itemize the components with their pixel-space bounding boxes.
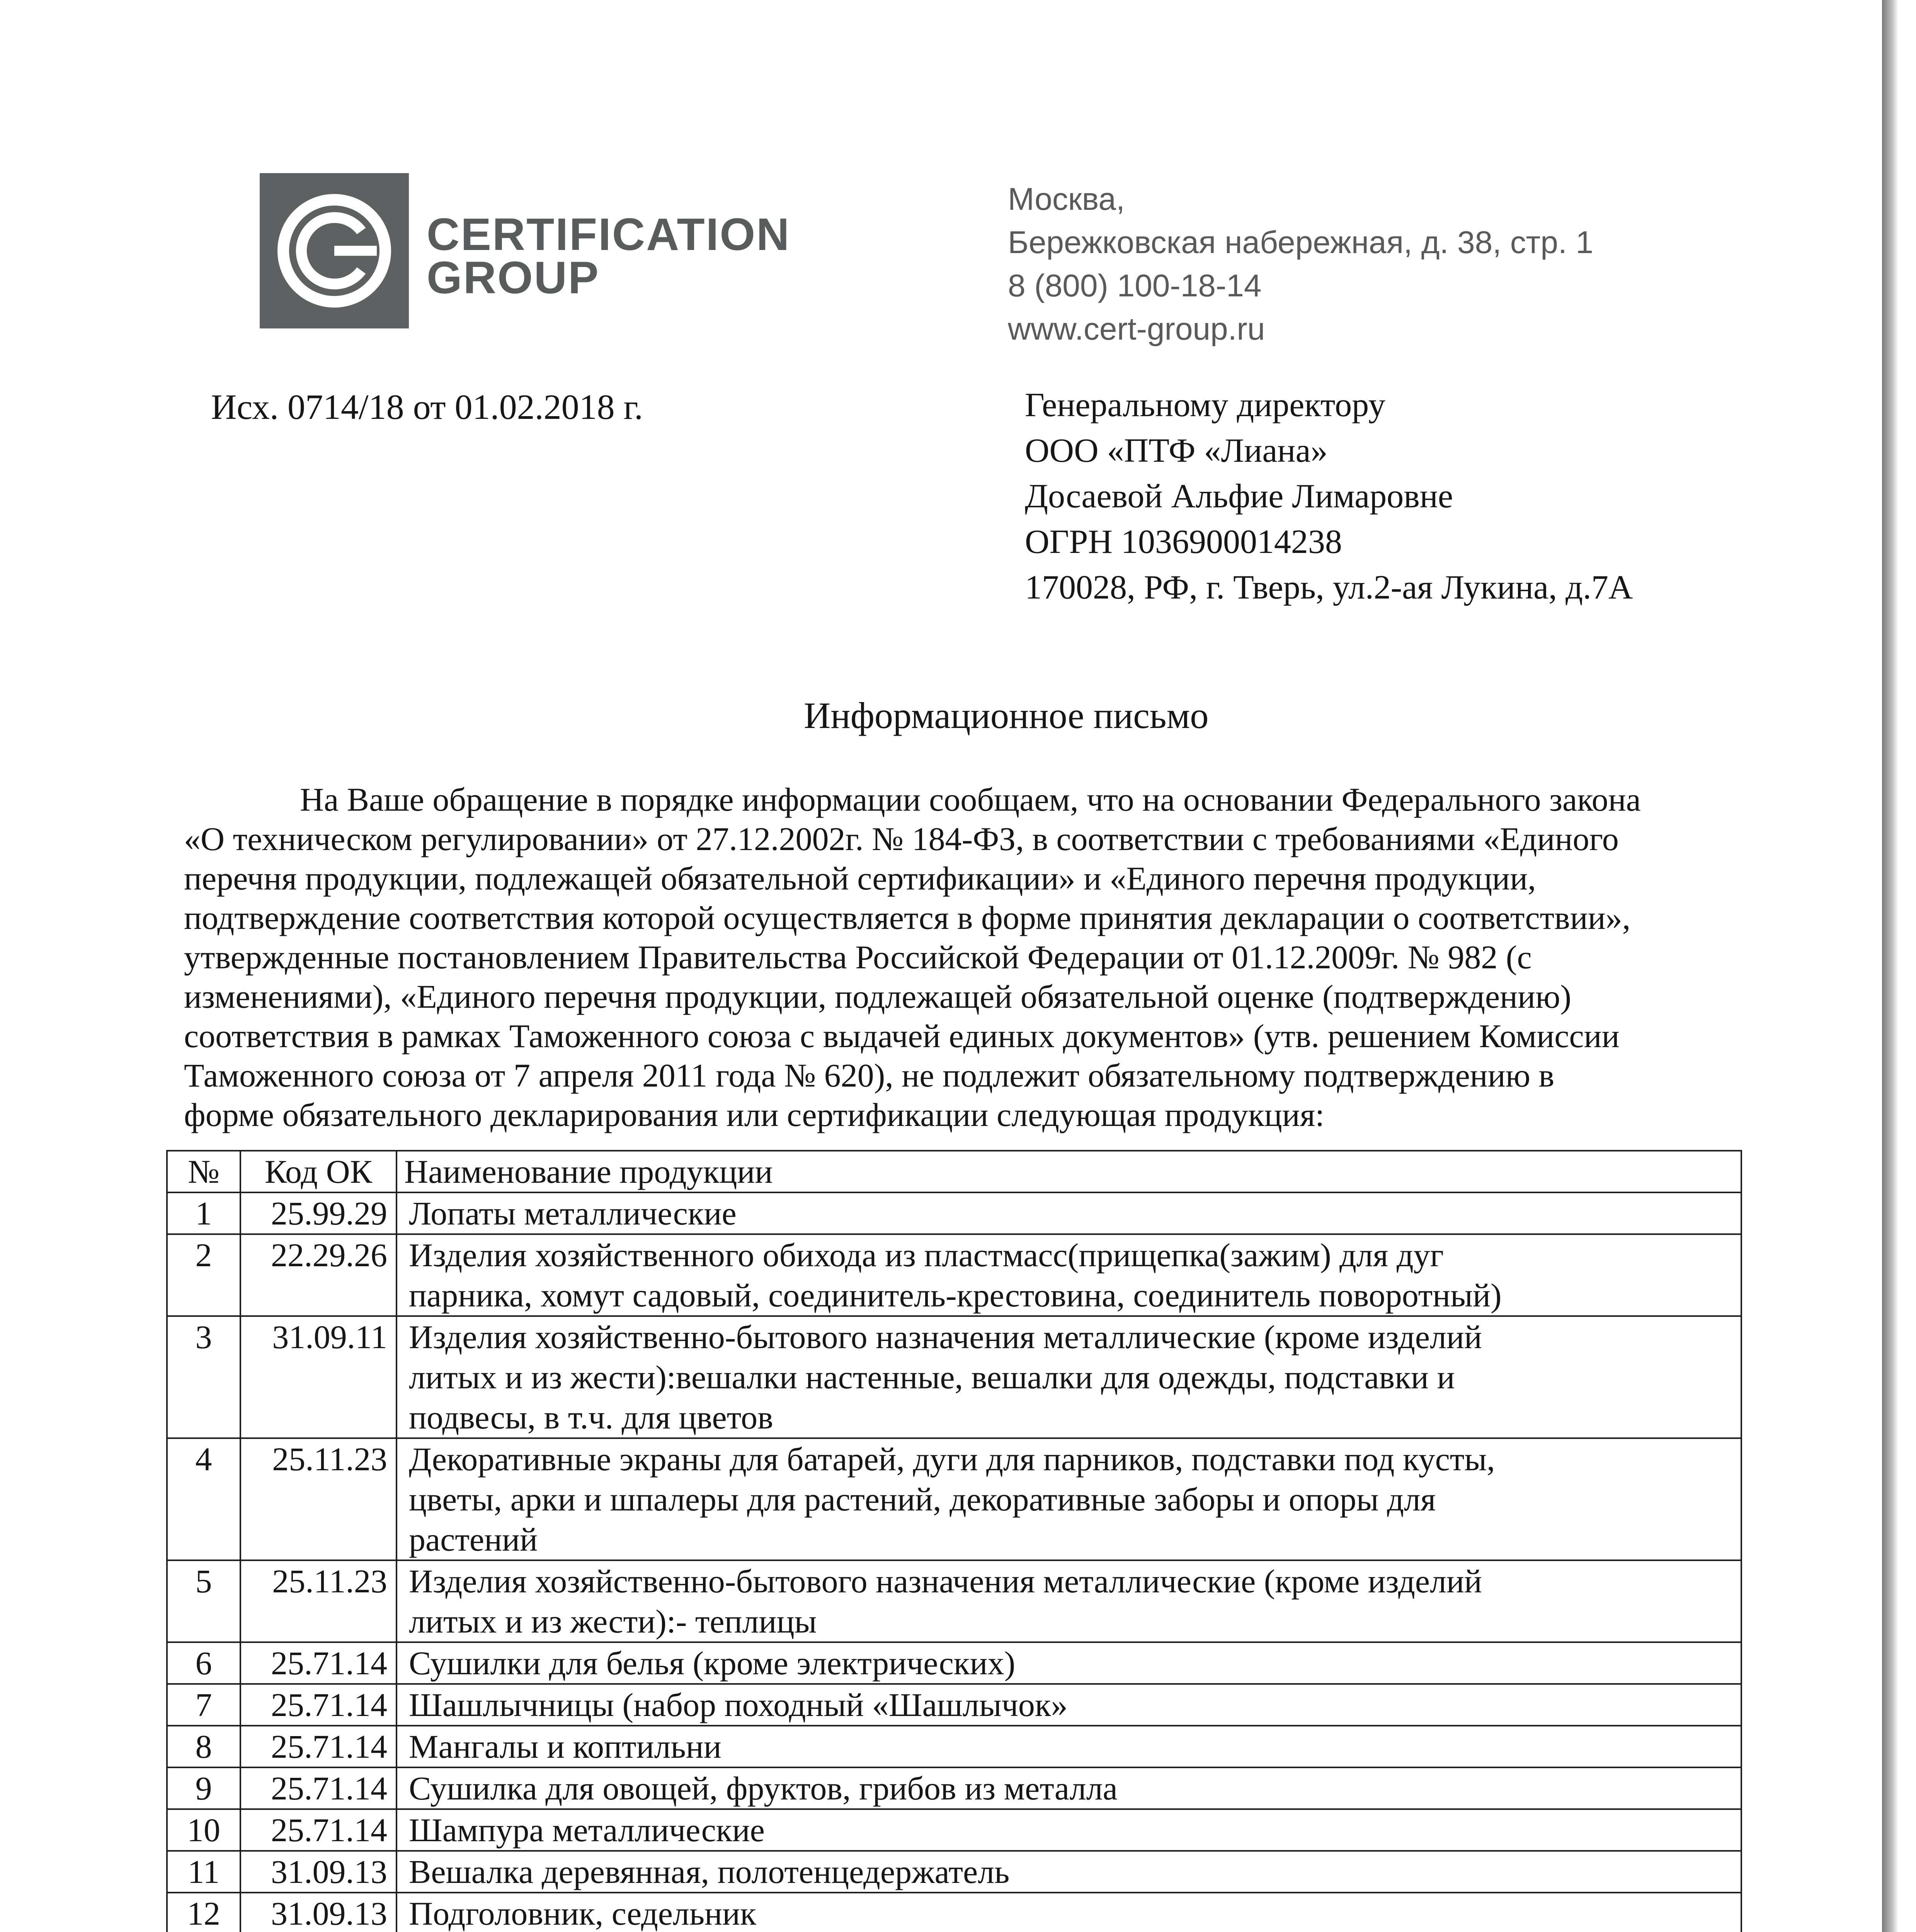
row-number: 6 <box>167 1642 240 1684</box>
row-number: 12 <box>167 1893 240 1932</box>
product-name-line: Изделия хозяйственно-бытового назначения металлические (кроме изделий <box>409 1318 1482 1355</box>
row-product-name <box>396 1438 1741 1560</box>
header-code: Код ОК <box>240 1151 396 1192</box>
product-name-line: цветы, арки и шпалеры для растений, декоративные заборы и опоры для <box>409 1481 1436 1518</box>
row-product-name <box>396 1560 1741 1642</box>
product-name-line: Сушилки для белья (кроме электрических) <box>409 1645 1016 1682</box>
row-product-name <box>396 1192 1741 1234</box>
product-name-line: Декоративные экраны для батарей, дуги для парников, подставки под кусты, <box>409 1440 1495 1478</box>
row-product-name <box>396 1316 1741 1438</box>
product-name-line: Шашлычницы (набор походный «Шашлычок» <box>409 1686 1068 1723</box>
table-row <box>167 1851 1741 1893</box>
outgoing-reference: Исх. 0714/18 от 01.02.2018 г. <box>211 387 643 427</box>
body-line: подтверждение соответствия которой осуществляется в форме принятия декларации о соответствии», <box>184 899 1631 936</box>
row-code: 31.09.11 <box>240 1316 396 1438</box>
row-code: 25.71.14 <box>240 1642 396 1684</box>
contact-phone: 8 (800) 100-18-14 <box>1008 268 1262 303</box>
header-name: Наименование продукции <box>396 1151 1741 1192</box>
products-table <box>166 1150 1742 1932</box>
row-code: 25.71.14 <box>240 1767 396 1809</box>
product-name-line: Лопаты металлические <box>409 1195 737 1232</box>
row-code: 25.71.14 <box>240 1809 396 1851</box>
letter-body <box>184 780 1727 1134</box>
addressee-line: Генеральному директору <box>1025 386 1386 424</box>
body-line: форме обязательного декларирования или сертификации следующая продукция: <box>184 1096 1325 1133</box>
document-title: Информационное письмо <box>804 695 1209 736</box>
logo-word-certification: CERTIFICATION <box>427 209 791 260</box>
product-name-line: подвесы, в т.ч. для цветов <box>409 1399 773 1436</box>
product-name-line: растений <box>409 1521 538 1558</box>
product-name-line: Вешалка деревянная, полотенцедержатель <box>409 1853 1010 1890</box>
row-number: 2 <box>167 1234 240 1316</box>
table-row <box>167 1893 1741 1932</box>
contact-city: Москва, <box>1008 182 1125 217</box>
table-header-row <box>167 1151 1741 1192</box>
row-code: 25.71.14 <box>240 1684 396 1726</box>
row-number: 3 <box>167 1316 240 1438</box>
body-line: изменениями), «Единого перечня продукции, подлежащей обязательной оценке (подтверждению) <box>184 978 1571 1015</box>
product-name-line: Сушилка для овощей, фруктов, грибов из металла <box>409 1770 1118 1807</box>
product-name-line: Подголовник, седельник <box>409 1895 756 1932</box>
scan-edge <box>1882 0 1897 1932</box>
product-name-line: Мангалы и коптильни <box>409 1728 721 1765</box>
addressee-block <box>1025 383 1633 611</box>
company-contacts <box>1008 178 1593 351</box>
addressee-line: ОГРН 1036900014238 <box>1025 523 1342 561</box>
row-product-name <box>396 1234 1741 1316</box>
row-product-name <box>396 1809 1741 1851</box>
row-number: 8 <box>167 1726 240 1767</box>
row-product-name <box>396 1893 1741 1932</box>
contact-website: www.cert-group.ru <box>1008 311 1265 347</box>
row-number: 9 <box>167 1767 240 1809</box>
row-code: 31.09.13 <box>240 1851 396 1893</box>
product-name-line: Изделия хозяйственно-бытового назначения металлические (кроме изделий <box>409 1563 1482 1600</box>
row-code: 25.99.29 <box>240 1192 396 1234</box>
row-product-name <box>396 1726 1741 1767</box>
table-row <box>167 1560 1741 1642</box>
row-code: 25.71.14 <box>240 1726 396 1767</box>
body-line: На Ваше обращение в порядке информации сообщаем, что на основании Федерального закона <box>300 781 1641 818</box>
logo-word-group: GROUP <box>427 252 600 303</box>
row-number: 11 <box>167 1851 240 1893</box>
row-number: 7 <box>167 1684 240 1726</box>
addressee-line: 170028, РФ, г. Тверь, ул.2-ая Лукина, д.7А <box>1025 569 1633 606</box>
row-number: 10 <box>167 1809 240 1851</box>
table-row <box>167 1642 1741 1684</box>
body-line: соответствия в рамках Таможенного союза с выдачей единых документов» (утв. решением Комиссии <box>184 1017 1620 1054</box>
row-product-name <box>396 1642 1741 1684</box>
table-row <box>167 1726 1741 1767</box>
product-name-line: парника, хомут садовый, соединитель-крестовина, соединитель поворотный) <box>409 1277 1502 1314</box>
row-product-name <box>396 1767 1741 1809</box>
row-code: 31.09.13 <box>240 1893 396 1932</box>
table-row <box>167 1767 1741 1809</box>
body-line: Таможенного союза от 7 апреля 2011 года № 620), не подлежит обязательному подтверждению в <box>184 1057 1555 1094</box>
table-row <box>167 1316 1741 1438</box>
body-line: утвержденные постановлением Правительства Российской Федерации от 01.12.2009г. № 982 (с <box>184 939 1532 976</box>
table-row <box>167 1809 1741 1851</box>
row-code: 25.11.23 <box>240 1560 396 1642</box>
addressee-line: Досаевой Альфие Лимаровне <box>1025 478 1453 515</box>
company-logo <box>260 173 791 332</box>
product-name-line: Изделия хозяйственного обихода из пластмасс(прищепка(зажим) для дуг <box>409 1236 1444 1274</box>
logo-cg-icon <box>260 173 409 328</box>
row-product-name <box>396 1684 1741 1726</box>
contact-address: Бережковская набережная, д. 38, стр. 1 <box>1008 225 1594 260</box>
header-number: № <box>167 1151 240 1192</box>
product-name-line: Шампура металлические <box>409 1811 765 1849</box>
table-row <box>167 1684 1741 1726</box>
row-number: 5 <box>167 1560 240 1642</box>
row-code: 22.29.26 <box>240 1234 396 1316</box>
table-row <box>167 1438 1741 1560</box>
row-product-name <box>396 1851 1741 1893</box>
products-table-body <box>167 1192 1741 1932</box>
product-name-line: литых и из жести):вешалки настенные, вешалки для одежды, подставки и <box>409 1359 1455 1396</box>
logo-emblem <box>260 173 409 328</box>
table-row <box>167 1192 1741 1234</box>
product-name-line: литых и из жести):- теплицы <box>409 1603 817 1640</box>
table-row <box>167 1234 1741 1316</box>
row-number: 4 <box>167 1438 240 1560</box>
body-line: «О техническом регулировании» от 27.12.2002г. № 184-ФЗ, в соответствии с требованиями «Единого <box>184 820 1619 857</box>
row-number: 1 <box>167 1192 240 1234</box>
body-line: перечня продукции, подлежащей обязательной сертификации» и «Единого перечня продукции, <box>184 860 1536 897</box>
row-code: 25.11.23 <box>240 1438 396 1560</box>
addressee-line: ООО «ПТФ «Лиана» <box>1025 432 1328 469</box>
